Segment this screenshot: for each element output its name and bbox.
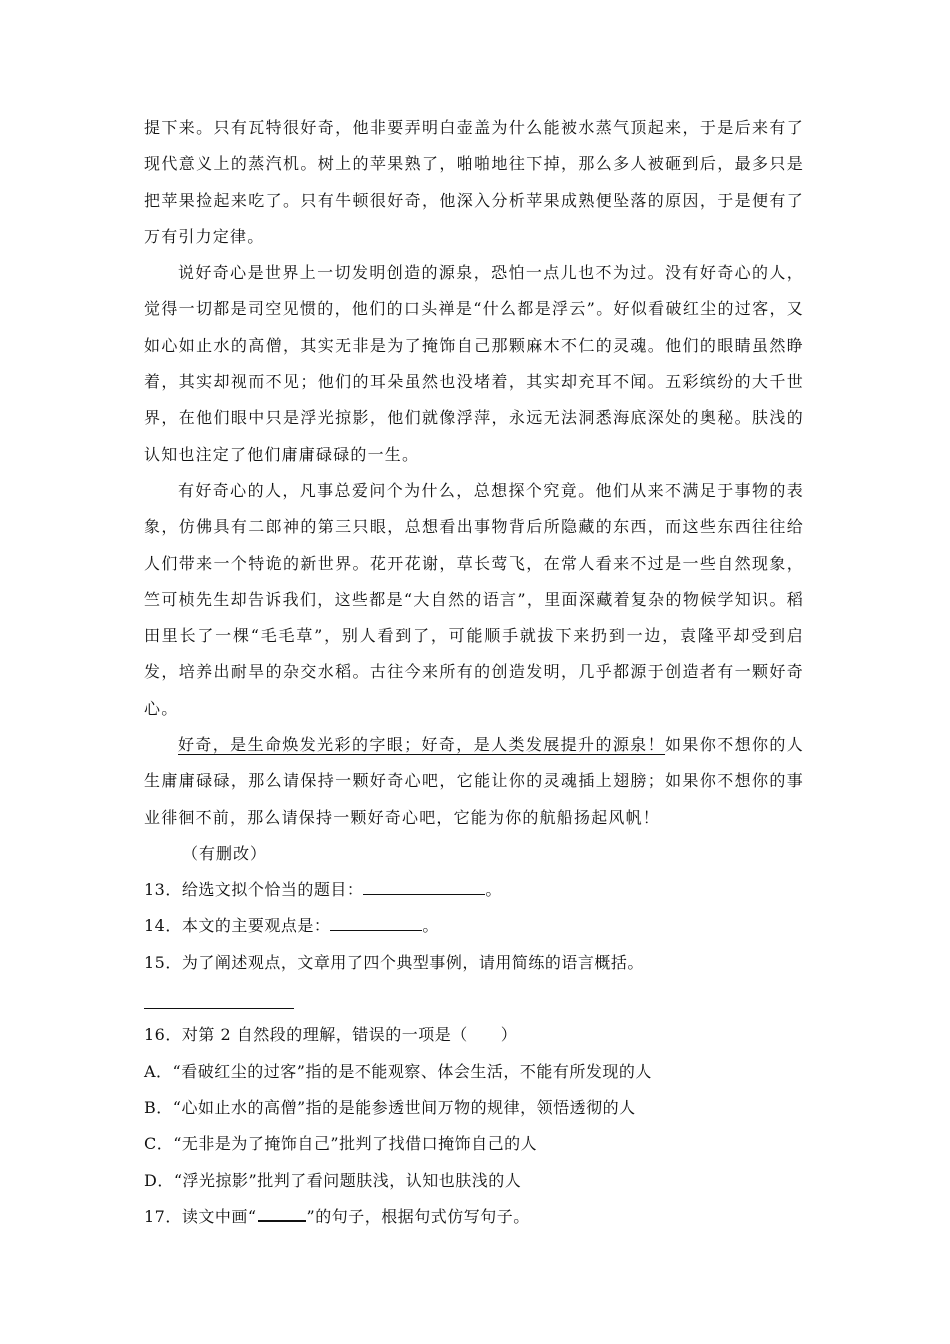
question-16-option-c[interactable]: C．“无非是为了掩饰自己”批判了找借口掩饰自己的人: [144, 1134, 538, 1154]
question-16-option-d[interactable]: D．“浮光掠影”批判了看问题肤浅，认知也肤浅的人: [144, 1170, 522, 1190]
paragraph-4: [144, 727, 804, 836]
question-14-suffix: 。: [422, 916, 439, 936]
question-16: 16．对第 2 自然段的理解，错误的一项是（ ）: [144, 1025, 518, 1045]
question-13-text: 13．给选文拟个恰当的题目：: [144, 879, 364, 899]
question-16-option-a[interactable]: A．“看破红尘的过客”指的是不能观察、体会生活，不能有所发现的人: [144, 1061, 652, 1081]
paragraph-3: 有好奇心的人，凡事总爱问个为什么，总想探个究竟。他们从来不满足于事物的表象，仿佛具有二郎神的第三只眼，总想看出事物背后所隐藏的东西，而这些东西往往给人们带来一个特诡的新世界。花开花谢，草长莺飞，在常人看来不过是一些自然现象，竺可桢先生却告诉我们，这些都是“大自然的语言”，里面深藏着复杂的物候学知识。稻田里长了一棵“毛毛草”，别人看到了，可能顺手就拔下来扔到一边，袁隆平却受到启发，培养出耐旱的杂交水稻。古往今来所有的创造发明，几乎都源于创造者有一颗好奇心。: [144, 480, 804, 718]
underline-marker: [258, 1206, 306, 1222]
underlined-sentence: 好奇，是生命焕发光彩的字眼；好奇，是人类发展提升的源泉！: [178, 735, 666, 755]
source-note: （有删改）: [182, 843, 268, 863]
paragraph-4-rest: 如果你不想你的人生庸庸碌碌，那么请保持一颗好奇心吧，它能让你的灵魂插上翅膀；如果你不想你的事业徘徊不前，那么请保持一颗好奇心吧，它能为你的航船扬起风帆！: [144, 735, 804, 827]
question-17: [144, 1199, 804, 1235]
question-14-text: 14．本文的主要观点是：: [144, 916, 331, 936]
question-14: [144, 908, 804, 944]
question-17-text: 17．读文中画“: [144, 1207, 257, 1227]
paragraph-1: 提下来。只有瓦特很好奇，他非要弄明白壶盖为什么能被水蒸气顶起来，于是后来有了现代意义上的蒸汽机。树上的苹果熟了，啪啪地往下掉，那么多人被砸到后，最多只是把苹果捡起来吃了。只有牛顿很好奇，他深入分析苹果成熟便坠落的原因，于是便有了万有引力定律。: [144, 118, 804, 246]
question-13: [144, 872, 804, 908]
question-13-answer-blank[interactable]: [363, 876, 485, 895]
question-14-answer-blank[interactable]: [330, 912, 422, 931]
question-16-option-b[interactable]: B．“心如止水的高僧”指的是能参透世间万物的规律，领悟透彻的人: [144, 1097, 636, 1117]
question-17-suffix: ”的句子，根据句式仿写句子。: [306, 1207, 530, 1227]
paragraph-2: 说好奇心是世界上一切发明创造的源泉，恐怕一点儿也不为过。没有好奇心的人，觉得一切都是司空见惯的，他们的口头禅是“什么都是浮云”。好似看破红尘的过客，又如心如止水的高僧，其实无非是为了掩饰自己那颗麻木不仁的灵魂。他们的眼睛虽然睁着，其实却视而不见；他们的耳朵虽然也没堵着，其实却充耳不闻。五彩缤纷的大千世界，在他们眼中只是浮光掠影，他们就像浮萍，永远无法洞悉海底深处的奥秘。肤浅的认知也注定了他们庸庸碌碌的一生。: [144, 263, 804, 464]
question-13-suffix: 。: [485, 879, 502, 899]
answer-rule: [144, 1008, 294, 1009]
question-15-answer-line[interactable]: [144, 981, 804, 1017]
question-15: 15．为了阐述观点，文章用了四个典型事例，请用简练的语言概括。: [144, 952, 644, 972]
document-page: [144, 110, 804, 1236]
